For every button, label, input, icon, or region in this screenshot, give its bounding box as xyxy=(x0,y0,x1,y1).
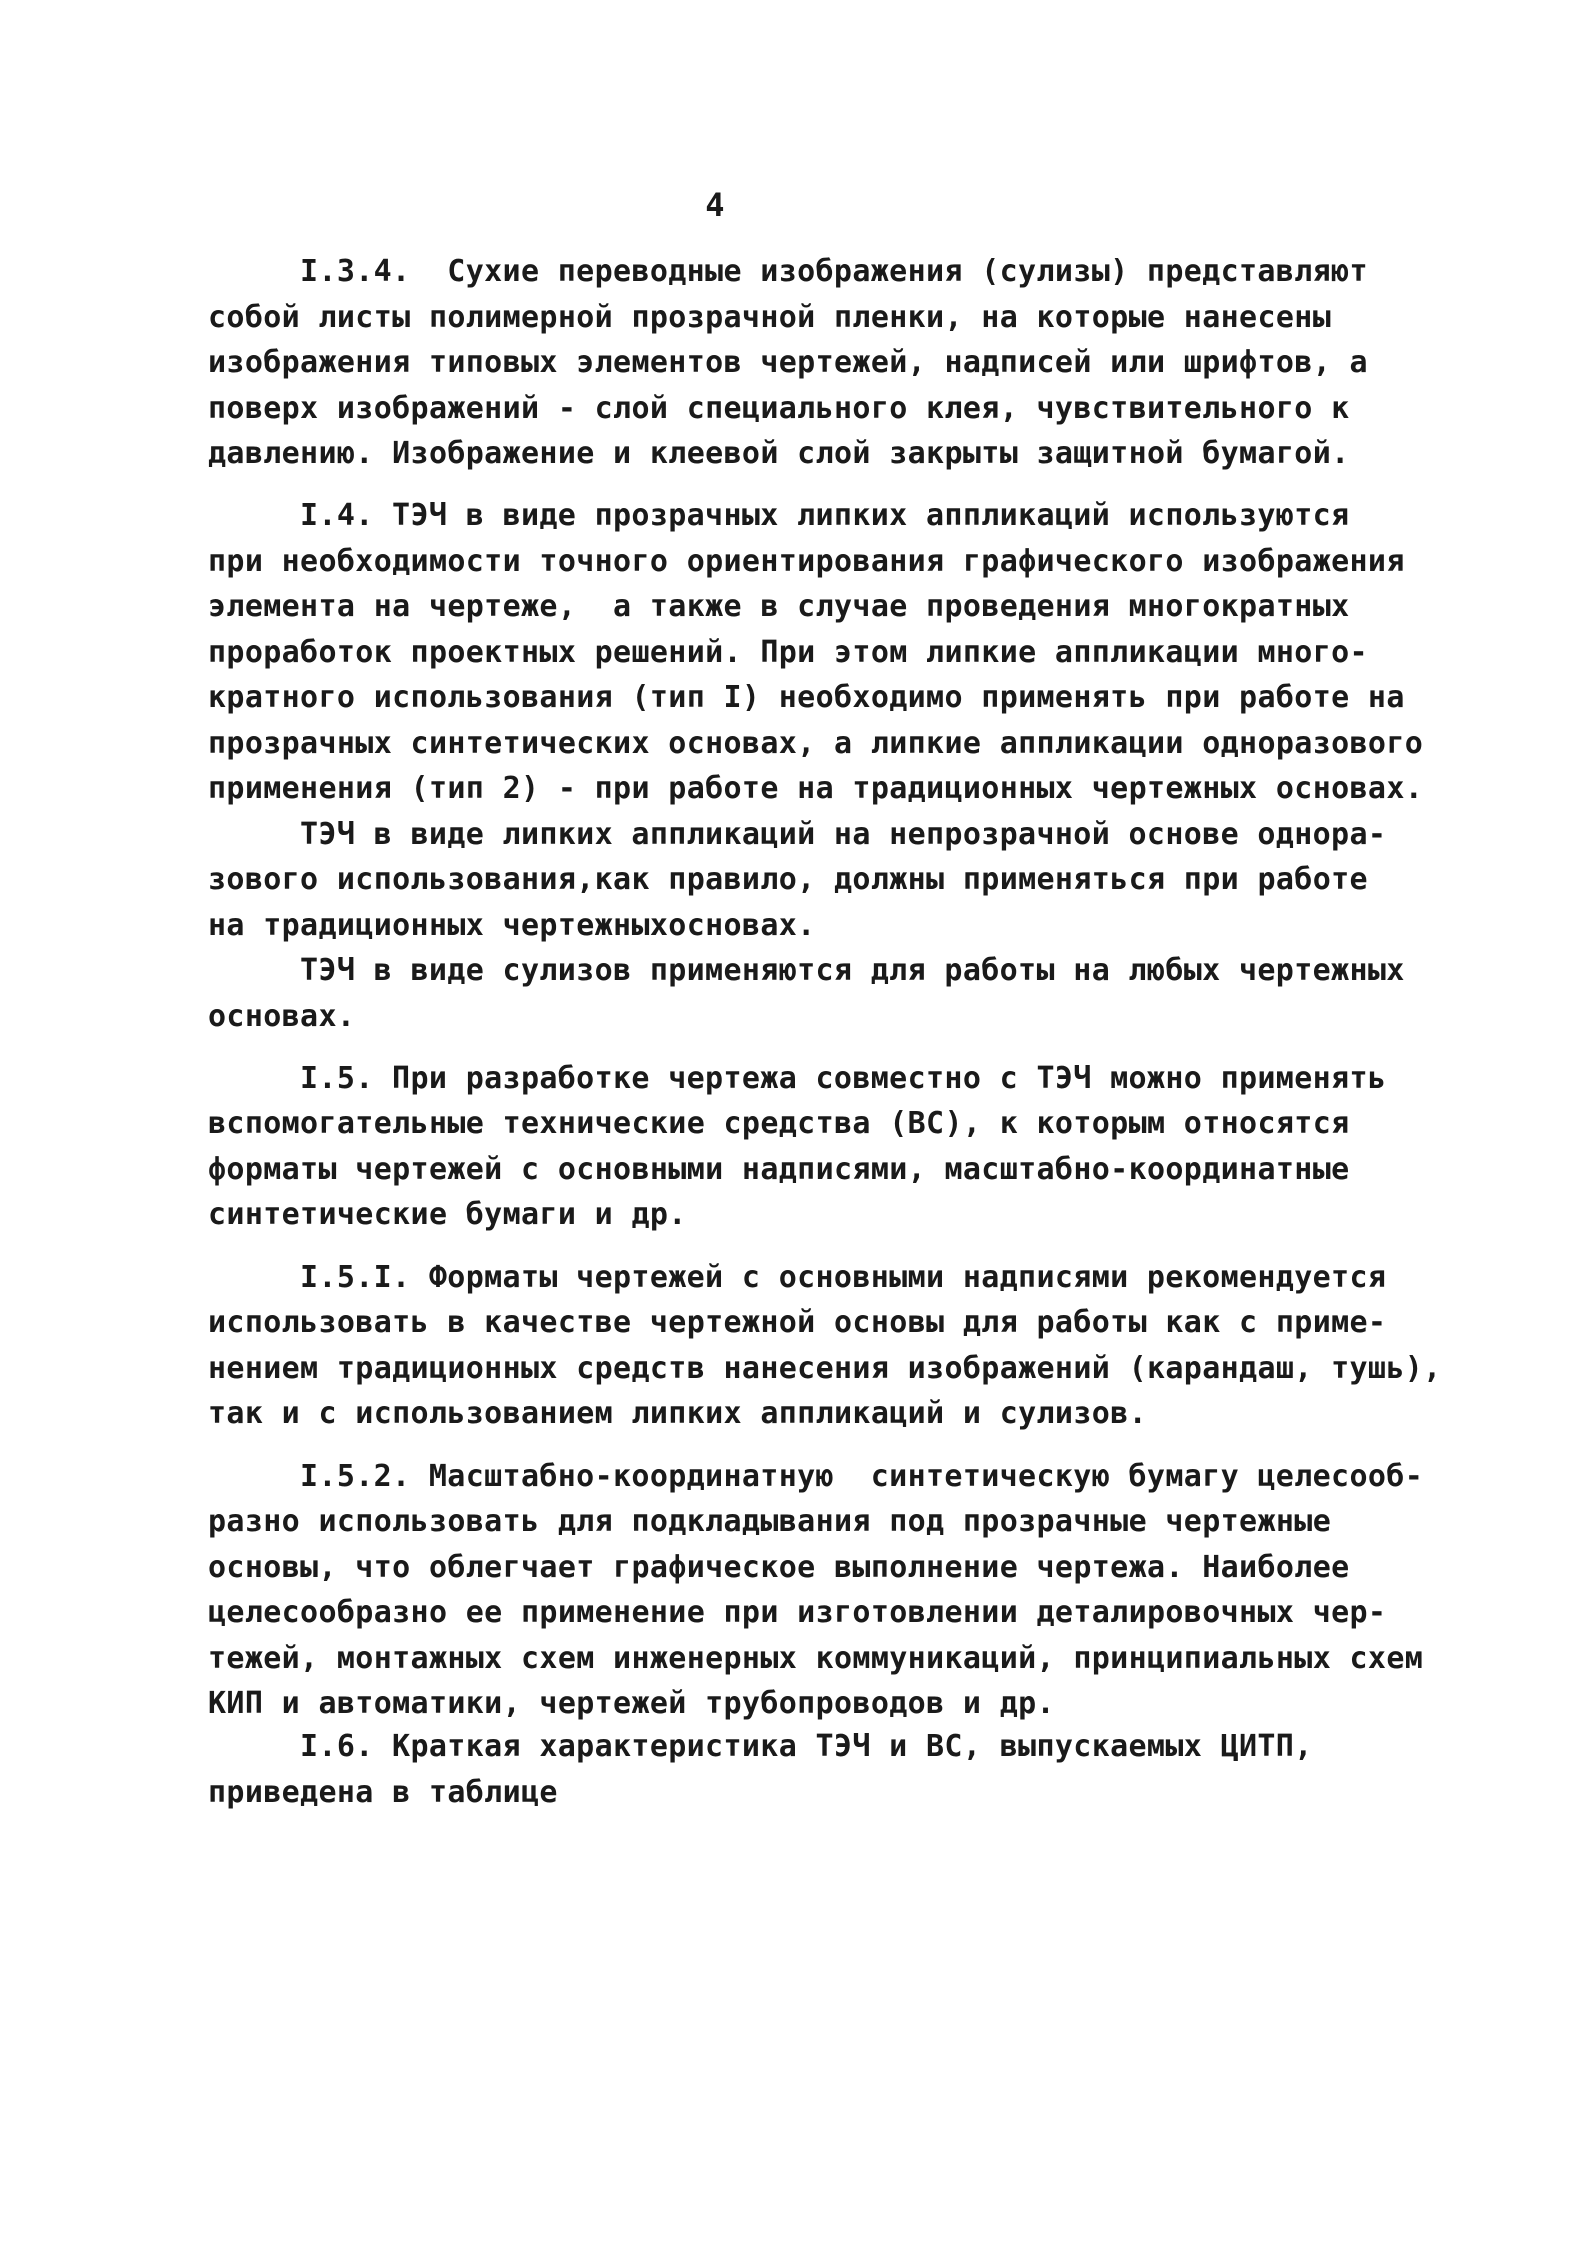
text-line: применения (тип 2) - при работе на традиционных чертежных основах. xyxy=(208,771,1424,806)
text-line: элемента на чертеже, а также в случае проведения многократных xyxy=(208,589,1350,624)
text-line: на традиционных чертежныхосновах. xyxy=(208,908,816,943)
text-line: прозрачных синтетических основах, а липкие аппликации одноразового xyxy=(208,726,1424,761)
text-line: приведена в таблице xyxy=(208,1775,558,1810)
text-line: изображения типовых элементов чертежей, надписей или шрифтов, а xyxy=(208,345,1368,380)
text-line: нением традиционных средств нанесения изображений (карандаш, тушь), xyxy=(208,1351,1442,1386)
text-line: основы, что облегчает графическое выполнение чертежа. Наиболее xyxy=(208,1550,1350,1585)
text-line: форматы чертежей с основными надписями, масштабно-координатные xyxy=(208,1152,1350,1187)
text-line: собой листы полимерной прозрачной пленки, на которые нанесены xyxy=(208,300,1332,335)
text-line: зового использования,как правило, должны применяться при работе xyxy=(208,862,1368,897)
text-line: I.4. ТЭЧ в виде прозрачных липких аппликаций используются xyxy=(300,498,1350,533)
text-line: ТЭЧ в виде сулизов применяются для работы на любых чертежных xyxy=(300,953,1405,988)
text-line: разно использовать для подкладывания под прозрачные чертежные xyxy=(208,1504,1332,1539)
text-line: основах. xyxy=(208,999,356,1034)
text-line: ТЭЧ в виде липких аппликаций на непрозрачной основе однора- xyxy=(300,817,1387,852)
text-line: КИП и автоматики, чертежей трубопроводов и др. xyxy=(208,1686,1055,1721)
text-line: так и с использованием липких аппликаций и сулизов. xyxy=(208,1396,1147,1431)
text-line: целесообразно ее применение при изготовлении деталировочных чер- xyxy=(208,1595,1387,1630)
page-number: 4 xyxy=(705,186,725,224)
text-line: при необходимости точного ориентирования графического изображения xyxy=(208,544,1405,579)
text-line: кратного использования (тип I) необходимо применять при работе на xyxy=(208,680,1405,715)
text-line: I.5. При разработке чертежа совместно с ТЭЧ можно применять xyxy=(300,1061,1387,1096)
text-line: поверх изображений - слой специального клея, чувствительного к xyxy=(208,391,1350,426)
text-line: I.3.4. Сухие переводные изображения (сулизы) представляют xyxy=(300,254,1368,289)
text-line: I.6. Краткая характеристика ТЭЧ и ВС, выпускаемых ЦИТП, xyxy=(300,1729,1313,1764)
text-line: использовать в качестве чертежной основы для работы как с приме- xyxy=(208,1305,1387,1340)
text-line: I.5.2. Масштабно-координатную синтетическую бумагу целесооб- xyxy=(300,1459,1424,1494)
text-line: вспомогательные технические средства (ВС), к которым относятся xyxy=(208,1106,1350,1141)
text-line: тежей, монтажных схем инженерных коммуникаций, принципиальных схем xyxy=(208,1641,1424,1676)
text-line: I.5.I. Форматы чертежей с основными надписями рекомендуется xyxy=(300,1260,1387,1295)
text-line: проработок проектных решений. При этом липкие аппликации много- xyxy=(208,635,1368,670)
text-line: синтетические бумаги и др. xyxy=(208,1197,687,1232)
text-line: давлению. Изображение и клеевой слой закрыты защитной бумагой. xyxy=(208,436,1350,471)
